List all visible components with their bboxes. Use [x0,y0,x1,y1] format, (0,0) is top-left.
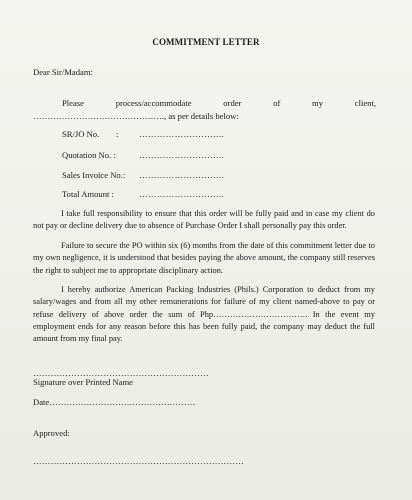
responsibility-paragraph: I take full responsibility to ensure that this order will be fully paid and in case my client do not pay or decline delivery due to absence of Purchase Order I shall personally pay this order. [33,209,375,231]
field-colon-sr-jo: : [116,129,119,139]
intro-word: Please [62,98,84,108]
intro-word: process/accommodate [115,98,192,108]
field-blank-quotation: ……………………….. [139,150,224,160]
field-blank-sr-jo: ……………………….. [139,129,224,139]
intro-word: client, [354,98,376,108]
field-label-sales-invoice: Sales Invoice No.: [62,170,126,180]
field-label-sr-jo: SR/JO No. [62,129,100,139]
field-blank-sales-invoice: ……………………….. [139,170,224,180]
field-label-total-amount: Total Amount : [62,189,114,199]
intro-word: order [223,98,242,108]
intro-word: of [273,98,281,108]
intro-word: my [312,98,324,108]
intro-line-1 [62,99,376,108]
approved-label: Approved: [33,428,70,438]
signature-label: Signature over Printed Name [33,377,133,387]
approved-signature-line: ……………………………………………………………… [33,456,245,466]
greeting: Dear Sir/Madam: [33,67,93,77]
field-label-quotation: Quotation No. : [62,150,116,160]
authorization-paragraph: I hereby authorize American Packing Industries (Phils.) Corporation to deduct from my salary/wages and from all my other remunerations for failure of my client named-above to pay or refuse delivery of above order the sum of Php……………………………. In the event my employment ends for any reason before this has been fully paid, the company may deduct the full amount from my final pay. [33,285,375,344]
date-field: Date…………………………………………… [33,397,196,407]
signature-line: …………………………………………………… [33,368,209,378]
failure-paragraph: Failure to secure the PO within six (6) months from the date of this commitment letter due to my own negligence, it is understood that besides paying the above amount, the company still reserves the right to subject me to appropriate disciplinary action. [33,241,375,275]
intro-line-2: ………………………………………., as per details below: [33,111,239,121]
letter-title: COMMITMENT LETTER [152,37,260,47]
field-blank-total-amount: ……………………….. [139,189,224,199]
